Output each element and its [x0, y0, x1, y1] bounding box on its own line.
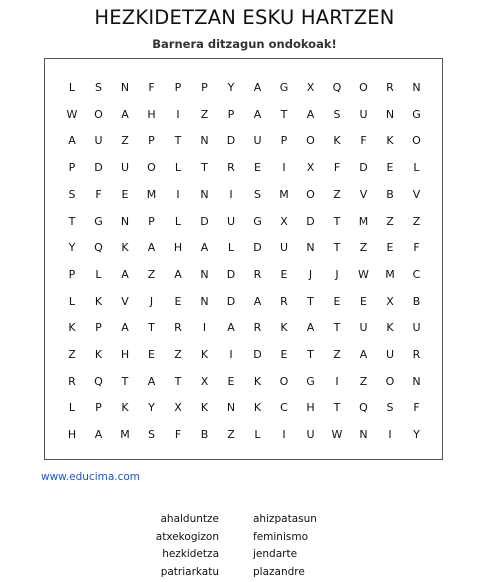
grid-letter[interactable]: P: [68, 267, 76, 281]
grid-letter[interactable]: A: [121, 267, 129, 281]
grid-letter[interactable]: X: [306, 81, 315, 94]
grid-letter[interactable]: N: [412, 81, 421, 94]
grid-letter[interactable]: U: [279, 241, 289, 255]
word-list-left-column: [156, 511, 219, 581]
grid-letter[interactable]: W: [358, 267, 369, 281]
grid-letter[interactable]: E: [227, 374, 235, 388]
grid-letter[interactable]: T: [148, 321, 155, 335]
grid-letter[interactable]: A: [200, 241, 209, 255]
word-search-grid: [44, 58, 443, 460]
grid-letter[interactable]: I: [229, 187, 233, 201]
grid-letter[interactable]: R: [253, 321, 262, 335]
source-link[interactable]: www.educima.com: [41, 471, 141, 483]
grid-letter[interactable]: A: [147, 374, 156, 388]
grid-row: [45, 241, 442, 255]
grid-letter[interactable]: F: [413, 401, 420, 415]
grid-letter[interactable]: T: [333, 214, 341, 228]
grid-letter[interactable]: Y: [227, 81, 235, 94]
grid-letter[interactable]: L: [95, 267, 102, 281]
grid-letter[interactable]: R: [412, 348, 421, 361]
grid-letter[interactable]: V: [359, 187, 368, 201]
grid-row: [45, 81, 442, 95]
grid-letter[interactable]: V: [121, 294, 129, 308]
grid-letter[interactable]: N: [359, 428, 368, 442]
grid-letter[interactable]: H: [147, 107, 156, 121]
grid-letter[interactable]: N: [200, 294, 209, 308]
grid-letter[interactable]: A: [147, 241, 156, 255]
grid-letter[interactable]: L: [68, 401, 76, 415]
grid-letter[interactable]: K: [94, 294, 103, 308]
grid-letter[interactable]: A: [253, 294, 262, 308]
grid-letter[interactable]: F: [95, 187, 102, 201]
grid-letter[interactable]: Z: [333, 187, 341, 201]
grid-row: [45, 401, 442, 415]
grid-letter[interactable]: K: [121, 241, 129, 255]
grid-letter[interactable]: N: [200, 187, 209, 201]
grid-letter[interactable]: D: [306, 214, 315, 228]
grid-letter[interactable]: R: [68, 374, 76, 388]
grid-letter[interactable]: L: [174, 161, 182, 175]
grid-letter[interactable]: O: [359, 81, 368, 94]
grid-letter[interactable]: P: [280, 134, 288, 148]
grid-letter[interactable]: K: [121, 401, 129, 415]
grid-letter[interactable]: D: [94, 161, 103, 175]
grid-letter[interactable]: A: [68, 134, 76, 148]
grid-letter[interactable]: C: [280, 401, 288, 415]
grid-letter[interactable]: K: [253, 374, 262, 388]
grid-letter[interactable]: W: [66, 107, 78, 121]
word-list-item: atxekogizon: [155, 530, 219, 543]
grid-letter[interactable]: P: [174, 81, 182, 94]
grid-letter[interactable]: A: [359, 348, 368, 361]
grid-row: [45, 188, 442, 202]
word-list-item: jendarte: [253, 548, 298, 560]
grid-letter[interactable]: E: [280, 267, 288, 281]
grid-letter[interactable]: W: [331, 428, 343, 442]
grid-letter[interactable]: U: [359, 107, 368, 121]
grid-letter[interactable]: I: [282, 161, 286, 175]
grid-letter[interactable]: H: [67, 428, 77, 442]
grid-letter[interactable]: K: [94, 348, 103, 361]
grid-letter[interactable]: A: [121, 321, 129, 335]
grid-letter[interactable]: Z: [68, 348, 76, 361]
grid-letter[interactable]: R: [386, 81, 394, 94]
grid-letter[interactable]: Y: [413, 428, 420, 442]
grid-letter[interactable]: H: [306, 401, 315, 415]
grid-letter[interactable]: I: [176, 107, 180, 121]
grid-letter[interactable]: L: [254, 428, 261, 442]
grid-letter[interactable]: B: [412, 294, 421, 308]
grid-letter[interactable]: I: [335, 374, 339, 388]
grid-letter[interactable]: I: [229, 348, 233, 361]
grid-letter[interactable]: O: [94, 107, 103, 121]
grid-letter[interactable]: Z: [121, 134, 129, 148]
grid-letter[interactable]: P: [95, 401, 102, 415]
grid-letter[interactable]: Z: [386, 214, 394, 228]
grid-letter[interactable]: N: [200, 267, 209, 281]
grid-letter[interactable]: K: [386, 134, 394, 148]
grid-letter[interactable]: D: [200, 214, 209, 228]
grid-letter[interactable]: R: [253, 267, 262, 281]
grid-letter[interactable]: U: [226, 214, 236, 228]
grid-letter[interactable]: O: [385, 374, 395, 388]
grid-letter[interactable]: P: [95, 321, 102, 335]
word-list-item: ahalduntze: [160, 513, 219, 525]
grid-letter[interactable]: R: [280, 294, 288, 308]
grid-letter[interactable]: X: [386, 294, 394, 308]
grid-letter[interactable]: A: [174, 267, 182, 281]
grid-letter[interactable]: L: [174, 214, 182, 228]
grid-letter[interactable]: T: [333, 401, 341, 415]
grid-letter[interactable]: X: [200, 374, 209, 388]
grid-letter[interactable]: T: [68, 214, 76, 228]
grid-letter[interactable]: T: [174, 374, 182, 388]
grid-letter[interactable]: A: [253, 107, 262, 121]
grid-letter[interactable]: X: [306, 161, 315, 175]
grid-letter[interactable]: Q: [359, 401, 368, 415]
grid-letter[interactable]: N: [306, 241, 315, 255]
grid-letter[interactable]: D: [226, 294, 236, 308]
grid-letter[interactable]: O: [306, 134, 315, 148]
grid-letter[interactable]: T: [280, 107, 288, 121]
grid-letter[interactable]: P: [148, 214, 155, 228]
grid-letter[interactable]: Y: [148, 401, 155, 415]
grid-letter[interactable]: Z: [174, 348, 182, 361]
grid-row: [45, 321, 442, 335]
grid-letter[interactable]: D: [226, 267, 236, 281]
grid-letter[interactable]: G: [279, 81, 289, 94]
grid-letter[interactable]: D: [226, 134, 236, 148]
grid-letter[interactable]: X: [174, 401, 182, 415]
grid-letter[interactable]: T: [307, 294, 314, 308]
grid-letter[interactable]: M: [279, 187, 289, 201]
grid-row: [45, 375, 442, 389]
grid-letter[interactable]: G: [94, 214, 103, 228]
grid-letter[interactable]: A: [306, 107, 315, 121]
grid-letter[interactable]: T: [121, 374, 129, 388]
grid-letter[interactable]: K: [200, 348, 209, 361]
grid-row: [45, 295, 442, 309]
grid-letter[interactable]: V: [412, 187, 421, 201]
grid-letter[interactable]: C: [412, 267, 421, 281]
grid-letter[interactable]: N: [120, 81, 130, 94]
grid-letter[interactable]: S: [386, 401, 394, 415]
grid-letter[interactable]: Y: [68, 241, 76, 255]
grid-letter[interactable]: M: [385, 267, 395, 281]
grid-letter[interactable]: S: [333, 107, 341, 121]
grid-row: [45, 161, 442, 175]
grid-letter[interactable]: A: [306, 321, 315, 335]
grid-letter[interactable]: A: [121, 107, 129, 121]
grid-letter[interactable]: L: [68, 81, 76, 94]
grid-letter[interactable]: H: [120, 348, 130, 361]
grid-row: [45, 108, 442, 122]
word-list-right-column: [253, 511, 317, 581]
grid-letter[interactable]: E: [148, 348, 155, 361]
word-list-item: feminismo: [253, 530, 308, 543]
grid-letter[interactable]: N: [120, 214, 130, 228]
grid-letter[interactable]: Z: [359, 241, 368, 255]
grid-letter[interactable]: Q: [94, 241, 103, 255]
grid-letter[interactable]: U: [253, 134, 262, 148]
grid-letter[interactable]: K: [280, 321, 288, 335]
word-list-item: ahizpatasun: [253, 513, 317, 525]
grid-letter[interactable]: P: [201, 81, 208, 94]
grid-letter[interactable]: T: [174, 134, 182, 148]
page-subtitle: Barnera ditzagun ondokoak!: [152, 37, 337, 51]
grid-letter[interactable]: U: [306, 428, 315, 442]
grid-letter[interactable]: H: [173, 241, 183, 255]
grid-letter[interactable]: E: [121, 187, 129, 201]
grid-letter[interactable]: A: [227, 321, 235, 335]
word-list-item: plazandre: [253, 565, 305, 578]
grid-letter[interactable]: Z: [333, 348, 341, 361]
grid-letter[interactable]: L: [227, 241, 235, 255]
grid-letter[interactable]: G: [253, 214, 262, 228]
grid-letter[interactable]: S: [148, 428, 155, 442]
grid-letter[interactable]: I: [282, 428, 286, 442]
grid-letter[interactable]: N: [412, 374, 421, 388]
grid-letter[interactable]: E: [280, 348, 288, 361]
grid-letter[interactable]: K: [68, 321, 76, 335]
grid-letter[interactable]: X: [280, 214, 288, 228]
grid-letter[interactable]: A: [253, 81, 262, 94]
grid-row: [45, 348, 442, 362]
grid-letter[interactable]: P: [227, 107, 235, 121]
grid-letter[interactable]: J: [335, 267, 339, 281]
grid-letter[interactable]: I: [202, 321, 207, 335]
grid-letter[interactable]: O: [412, 134, 421, 148]
grid-letter[interactable]: O: [279, 374, 289, 388]
grid-letter[interactable]: F: [360, 134, 367, 148]
grid-letter[interactable]: K: [200, 401, 209, 415]
grid-letter[interactable]: G: [412, 107, 421, 121]
page-title: HEZKIDETZAN ESKU HARTZEN: [94, 6, 395, 29]
grid-letter[interactable]: N: [226, 401, 236, 415]
grid-letter[interactable]: T: [333, 241, 341, 255]
grid-letter[interactable]: F: [174, 428, 182, 442]
grid-letter[interactable]: U: [385, 348, 395, 361]
grid-letter[interactable]: U: [359, 321, 368, 335]
grid-letter[interactable]: N: [385, 107, 395, 121]
grid-letter[interactable]: J: [149, 294, 154, 308]
grid-letter[interactable]: Z: [200, 107, 209, 121]
grid-letter[interactable]: T: [333, 321, 341, 335]
grid-letter[interactable]: B: [386, 187, 394, 201]
grid-letter[interactable]: I: [176, 187, 180, 201]
grid-letter[interactable]: M: [120, 428, 130, 442]
grid-row: [45, 428, 442, 442]
grid-letter[interactable]: J: [308, 267, 313, 281]
grid-letter[interactable]: M: [146, 187, 157, 201]
grid-letter[interactable]: Q: [94, 374, 103, 388]
grid-letter[interactable]: T: [201, 161, 208, 175]
grid-letter[interactable]: B: [200, 428, 209, 442]
grid-letter[interactable]: P: [148, 134, 155, 148]
grid-letter[interactable]: E: [360, 294, 367, 308]
grid-letter[interactable]: A: [94, 428, 103, 442]
grid-letter[interactable]: Z: [147, 267, 156, 281]
grid-letter[interactable]: O: [306, 187, 315, 201]
grid-letter[interactable]: S: [95, 81, 102, 94]
grid-row: [45, 268, 442, 282]
grid-letter[interactable]: F: [148, 81, 155, 94]
word-list-item: patriarkatu: [160, 565, 219, 578]
grid-letter[interactable]: G: [306, 374, 315, 388]
grid-letter[interactable]: T: [307, 348, 314, 361]
grid-letter[interactable]: E: [333, 294, 341, 308]
grid-letter[interactable]: Z: [227, 428, 235, 442]
grid-letter[interactable]: Z: [359, 374, 368, 388]
grid-letter[interactable]: D: [359, 161, 368, 175]
grid-letter[interactable]: D: [253, 348, 262, 361]
grid-letter[interactable]: L: [68, 294, 76, 308]
grid-letter[interactable]: Z: [412, 214, 421, 228]
grid-letter[interactable]: F: [333, 161, 341, 175]
grid-letter[interactable]: K: [386, 321, 394, 335]
grid-letter[interactable]: S: [254, 187, 261, 201]
grid-letter[interactable]: F: [413, 241, 420, 255]
grid-letter[interactable]: P: [68, 161, 76, 175]
grid-row: [45, 215, 442, 229]
grid-letter[interactable]: K: [333, 134, 341, 148]
grid-letter[interactable]: M: [358, 214, 369, 228]
grid-letter[interactable]: Q: [332, 81, 342, 94]
grid-row: [45, 134, 442, 148]
grid-letter[interactable]: U: [94, 134, 103, 148]
grid-letter[interactable]: R: [227, 161, 235, 175]
grid-letter[interactable]: E: [386, 161, 394, 175]
grid-letter[interactable]: U: [120, 161, 130, 175]
grid-letter[interactable]: E: [174, 294, 182, 308]
grid-letter[interactable]: N: [200, 134, 209, 148]
grid-letter[interactable]: I: [388, 428, 392, 442]
grid-letter[interactable]: E: [386, 241, 394, 255]
grid-letter[interactable]: D: [253, 241, 262, 255]
grid-letter[interactable]: L: [413, 161, 420, 175]
grid-letter[interactable]: E: [254, 161, 261, 175]
grid-letter[interactable]: O: [147, 161, 156, 175]
grid-letter[interactable]: S: [68, 187, 76, 201]
grid-letter[interactable]: U: [412, 321, 421, 335]
grid-letter[interactable]: R: [174, 321, 182, 335]
word-list-item: hezkidetza: [162, 548, 219, 560]
grid-letter[interactable]: K: [253, 401, 262, 415]
